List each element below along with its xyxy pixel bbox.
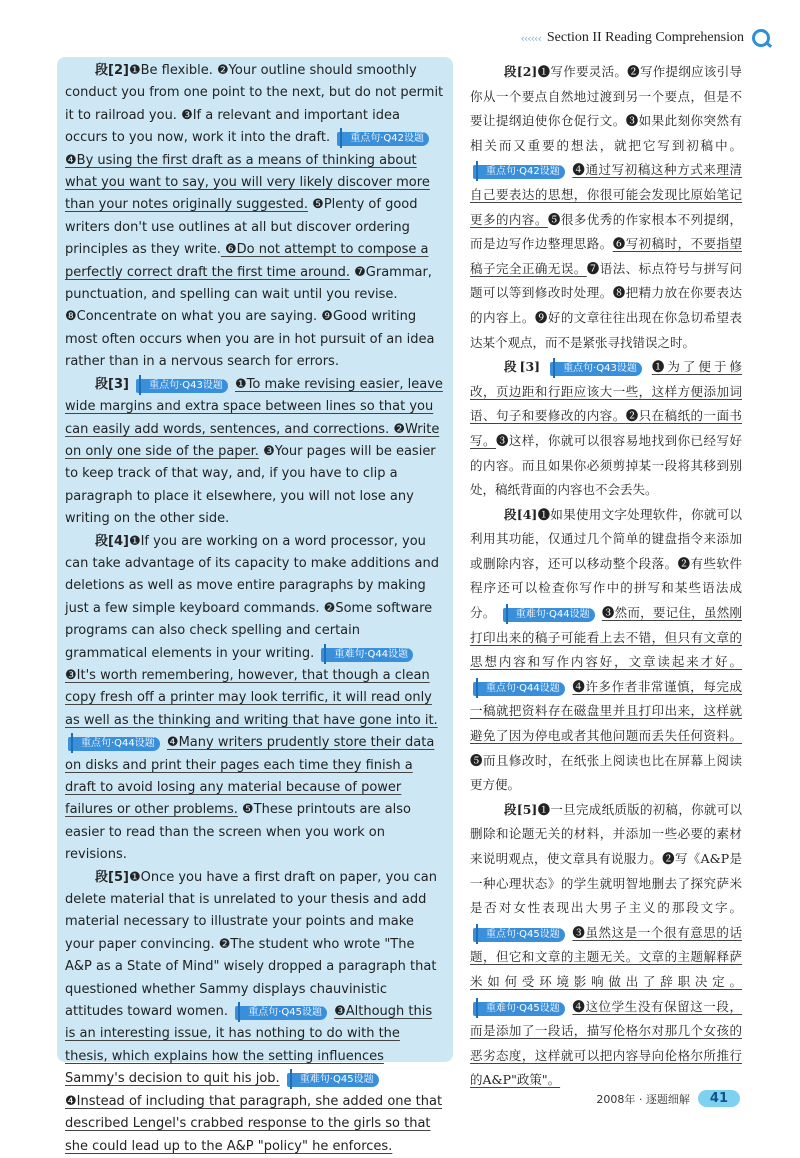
key-sentence-tag: 重点句·Q42设题 [473,165,565,179]
underlined-sentence: ❹许多作者非常谨慎，每完成一稿就把资料存在磁盘里并且打印出来，这样就避免了因为停电或者其他问题而丢失任何资料。 [470,678,742,744]
sentence: ❶Be flexible. ❷Your outline should smoothly conduct you from one point to the next, but do not permit it to railroad you. ❸If a relevant and important idea occurs to you now, work it into the draft. [65,63,444,146]
difficult-sentence-tag: 重难句·Q44设题 [321,648,413,662]
paragraph-label: 段[5] [504,801,538,817]
paragraph-label: 段[4] [95,533,129,549]
underlined-sentence: ❹Many writers prudently store their data on disks and print their pages each time they finish a draft to avoid losing any material because of power failures or other problems. [65,735,435,818]
underlined-sentence: ❻写初稿时，不要指望稿子完全正确无误。 [470,236,742,276]
english-passage [65,60,445,1158]
sentence: ❼Grammar, punctuation, and spelling can wait until you revise. ❽Concentrate on what you are saying. ❾Good writing most often occurs when you are in hot pursuit of an idea rather than in a nervous search for errors. [65,264,435,370]
paragraph-label: 段[2] [95,63,129,78]
underlined-sentence: ❶To make revising easier, leave wide margins and extra space between lines so that you can easily add words, sentences, and corrections. [65,376,443,437]
underlined-sentence: ❷Write on only one side of the paper. [65,421,440,459]
sentence: ❶If you are working on a word processor, you can take advantage of its capacity to make additions and deletions as well as move entire paragraphs by making just a few simple keyboard commands. ❷Some software programs can also check spelling and certain grammatical elements in your writing. [65,533,439,661]
underlined-sentence: ❸虽然这是一个很有意思的话题，但它和文章的主题无关。文章的主题解释萨米如何受环境影响做出了辞职决定。 [470,924,742,989]
difficult-sentence-tag: 重难句·Q44设题 [503,608,595,622]
page-footer [596,1090,740,1107]
section-title: Section II Reading Comprehension [546,30,744,45]
page-header [520,26,770,50]
footer-text: 2008年 · 逐题细解 [596,1092,690,1106]
underlined-sentence: ❻Do not attempt to compose a perfectly correct draft the first time around. [65,242,429,280]
paragraph-label: 段[3] [504,359,541,375]
underlined-sentence: ❷只在稿纸的一面书写。 [470,408,742,448]
key-sentence-tag: 重点句·Q43设题 [550,362,642,376]
chevrons-icon: ‹‹‹‹‹‹ [520,31,541,45]
sentence: ❶写作要灵活。❷写作提纲应该引导你从一个要点自然地过渡到另一个要点，但是不要让提纲迫使你仓促行文。❸如果此刻你突然有相关而又重要的想法，就把它写到初稿中。 [470,64,742,153]
sentence: ❼语法、标点符号与拼写问题可以等到修改时处理。❽把精力放在你要表达的内容上。❾好的文章往往出现在你急切希望表达某个观点，而不是紧张寻找错误之时。 [470,260,742,350]
underlined-sentence: ❹这位学生没有保留这一段，而是添加了一段话，描写伦格尔对那几个女孩的恶劣态度，这样就可以把内容导向伦格尔所推行的A&P"政策"。 [470,998,742,1088]
key-sentence-tag: 重点句·Q44设题 [68,737,160,751]
difficult-sentence-tag: 重难句·Q45设题 [473,1002,565,1016]
underlined-sentence: ❹通过写初稿这种方式来理清自己要表达的思想，你很可能会发现比原始笔记更多的内容。 [470,162,742,227]
sentence: ❸Your pages will be easier to keep track of that way, and, if you have to clip a paragraph to place it elsewhere, you will not lose any writing on the other side. [65,443,436,527]
chinese-paragraph-2 [470,60,742,355]
page-number-badge: 41 [698,1090,740,1107]
underlined-sentence: ❸It's worth remembering, however, that though a clean copy fresh off a printer may look terrific, it will read only as well as the thinking and writing that have gone into it. [65,667,438,728]
english-paragraph-2 [65,60,445,374]
underlined-sentence: ❸Although this is an interesting issue, it has nothing to do with the thesis, which explains how the setting influences Sammy's decision to quit his job. [65,1004,433,1087]
sentence: ❺Plenty of good writers don't use outlines at all but discover ordering principles as they write. [65,197,418,258]
underlined-sentence: ❹Instead of including that paragraph, she added one that described Lengel's crabbed response to the girls so that she could lead up to the A&P "policy" he enforces. [65,1093,443,1154]
paragraph-label: 段[4] [504,506,538,522]
sentence: ❶一旦完成纸质版的初稿，你就可以删除和论题无关的材料，并添加一些必要的素材来说明观点，使文章具有说服力。❷写《A&P是一种心理状态》的学生就明智地删去了探究萨米是否对女性表现出大男子主义的那段文字。 [470,801,742,916]
sentence: ❺很多优秀的作家根本不列提纲，而是边写作边整理思路。 [470,211,742,252]
paragraph-label: 段[2] [504,64,538,79]
english-paragraph-3 [65,374,445,531]
english-paragraph-4 [65,531,445,867]
underlined-sentence: ❸然而，要记住，虽然刚打印出来的稿子可能看上去不错，但只有文章的思想内容和写作内容好，文章读起来才好。 [470,605,742,670]
key-sentence-tag: 重点句·Q43设题 [136,379,228,393]
key-sentence-tag: 重点句·Q42设题 [337,132,429,146]
paragraph-label: 段[5] [95,869,129,885]
chinese-paragraph-4 [470,503,742,798]
english-paragraph-5 [65,867,445,1158]
underlined-sentence: ❹By using the first draft as a means of thinking about what you want to say, you will very likely discover more than your notes originally suggested. [65,152,430,213]
paragraph-label: 段[3] [95,376,129,392]
chinese-paragraph-3 [470,355,742,503]
chinese-translation [470,60,742,1093]
sentence: ❺These printouts are also easier to read than the screen when you work on revisions. [65,802,411,863]
key-sentence-tag: 重点句·Q45设题 [473,928,565,942]
key-sentence-tag: 重点句·Q44设题 [473,682,565,696]
sentence: ❺而且修改时，在纸张上阅读也比在屏幕上阅读更方便。 [470,752,742,793]
difficult-sentence-tag: 重难句·Q45设题 [287,1073,379,1087]
underlined-sentence: ❶为了便于修改，页边距和行距应该大一些，这样方便添加词语、句子和要修改的内容。 [470,359,742,424]
sentence: ❶Once you have a first draft on paper, you can delete material that is unrelated to your thesis and add material necessary to illustrate your points and make your paper convincing. ❷The student who wrote "The A&P as a State of Mind" wisely dropped a paragraph that questioned whether Sammy displays chauvinistic attitudes toward women. [65,869,437,1020]
sentence: ❸这样，你就可以很容易地找到你已经写好的内容。而且如果你必须剪掉某一段将其移到别处，稿纸背面的内容也不会丢失。 [470,432,742,498]
search-q-icon [752,29,770,47]
key-sentence-tag: 重点句·Q45设题 [235,1006,327,1020]
sentence: ❶如果使用文字处理软件，你就可以利用其功能，仅通过几个简单的键盘指令来添加或删除内容，还可以移动整个段落。❷有些软件程序还可以检查你写作中的拼写和某些语法成分。 [470,506,742,621]
chinese-paragraph-5 [470,798,742,1093]
